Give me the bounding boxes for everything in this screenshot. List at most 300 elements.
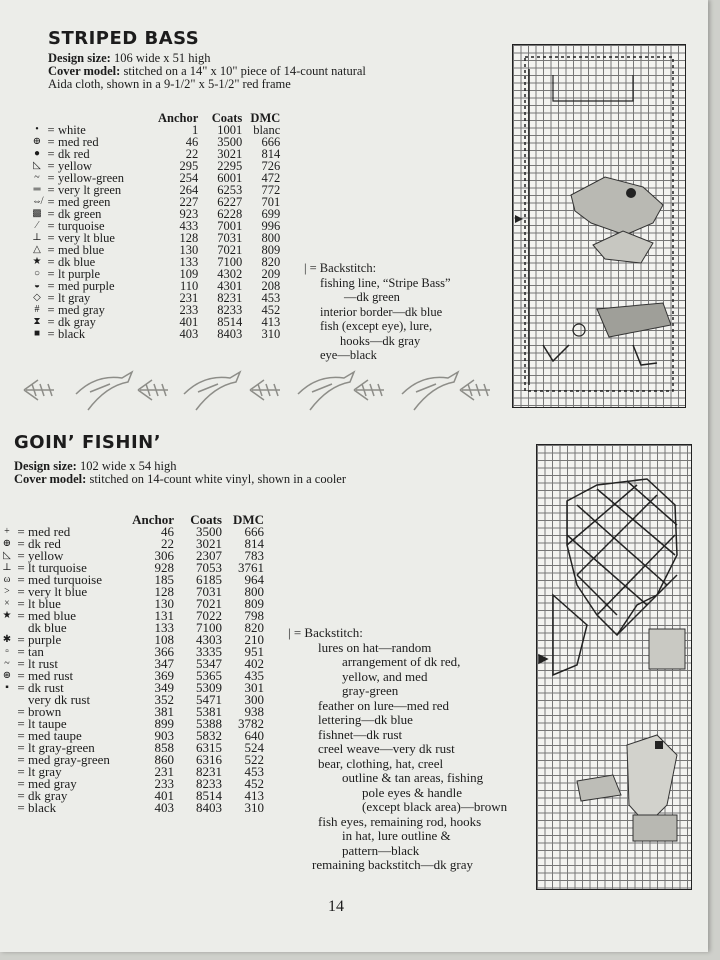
anchor-number: 401 xyxy=(154,788,174,803)
design-size-value: 102 wide x 54 high xyxy=(79,459,177,473)
dmc-number: 3761 xyxy=(238,560,264,575)
coats-number: 8233 xyxy=(196,776,222,791)
stitch-symbol: ◺ xyxy=(3,550,11,561)
equals-sign: = xyxy=(17,788,25,803)
anchor-number: 233 xyxy=(154,776,174,791)
dmc-number: 301 xyxy=(244,680,264,695)
coats-number: 7031 xyxy=(217,231,243,245)
dmc-number: 640 xyxy=(244,728,264,743)
backstitch-line: gray-green xyxy=(342,683,399,698)
equals-sign: = xyxy=(17,740,25,755)
stitch-symbol: ═ xyxy=(33,184,41,195)
coats-number: 6227 xyxy=(217,195,243,209)
coats-number: 2307 xyxy=(196,548,222,563)
dmc-number: 666 xyxy=(244,524,264,539)
coats-number: 3500 xyxy=(196,524,222,539)
stitch-symbol xyxy=(0,754,14,766)
color-name: dk red xyxy=(58,147,90,161)
coats-number: 7021 xyxy=(196,596,222,611)
coats-number: 8514 xyxy=(196,788,222,803)
stitch-symbol xyxy=(0,778,14,790)
color-name: med turquoise xyxy=(28,572,103,587)
stitch-symbol: ⊥ xyxy=(2,562,12,573)
equals-sign: = xyxy=(47,207,55,221)
striped-bass-design-size xyxy=(48,52,211,65)
backstitch-line: fishnet—dk rust xyxy=(318,726,403,742)
anchor-number: 130 xyxy=(179,243,199,257)
stitch-symbol: ▩ xyxy=(32,208,42,219)
anchor-number: 923 xyxy=(179,207,199,221)
color-name: lt turquoise xyxy=(28,560,87,575)
goin-fishin-chart-art xyxy=(537,445,691,889)
color-name: yellow-green xyxy=(58,171,124,185)
backstitch-line: —dk green xyxy=(344,290,400,304)
dmc-number: 820 xyxy=(261,255,281,269)
coats-number: 5832 xyxy=(196,728,222,743)
equals-sign: = xyxy=(47,267,55,281)
dmc-number: 472 xyxy=(261,171,281,185)
dmc-number: 522 xyxy=(244,752,264,767)
stitch-symbol: ⊥ xyxy=(32,232,42,243)
stitch-symbol: ◒ xyxy=(33,280,41,291)
striped-bass-color-key xyxy=(30,112,280,340)
stitch-symbol: ⊕ xyxy=(32,136,42,147)
stitch-symbol: ~ xyxy=(34,172,40,183)
stitch-symbol: ✱ xyxy=(2,634,12,645)
color-name: lt taupe xyxy=(28,716,67,731)
stitch-symbol xyxy=(0,706,14,718)
color-name: dk gray xyxy=(58,315,96,329)
goin-fishin-backstitch xyxy=(288,626,507,873)
coats-number: 3021 xyxy=(217,147,243,161)
color-name: yellow xyxy=(28,548,64,563)
coats-number: 7053 xyxy=(196,560,222,575)
backstitch-line: interior border—dk blue xyxy=(320,304,443,319)
coats-number: 8403 xyxy=(217,327,243,341)
coats-number: 5309 xyxy=(196,680,222,695)
anchor-number: 46 xyxy=(185,135,199,149)
equals-sign: = xyxy=(17,596,25,611)
coats-number: 6253 xyxy=(217,183,243,197)
col-dmc: DMC xyxy=(250,111,281,125)
cover-model-label: Cover model: xyxy=(48,64,121,78)
anchor-number: 366 xyxy=(154,644,174,659)
equals-sign: = xyxy=(47,147,55,161)
stitch-symbol: ★ xyxy=(32,256,42,267)
design-size-label: Design size: xyxy=(48,51,111,65)
dmc-number: 208 xyxy=(261,279,281,293)
dmc-number: 209 xyxy=(261,267,281,281)
anchor-number: 231 xyxy=(179,291,199,305)
dmc-number: blanc xyxy=(253,123,281,137)
page-number: 14 xyxy=(328,898,344,915)
coats-number: 5388 xyxy=(196,716,222,731)
dmc-number: 951 xyxy=(244,644,264,659)
backstitch-line: yellow, and med xyxy=(342,668,428,684)
anchor-number: 401 xyxy=(179,315,199,329)
backstitch-line: (except black area)—brown xyxy=(362,799,508,814)
backstitch-line: fish (except eye), lure, xyxy=(320,319,433,333)
coats-number: 8514 xyxy=(217,315,243,329)
equals-sign: = xyxy=(47,123,55,137)
cover-model-value-line2: Aida cloth, shown in a 9-1/2" x 5-1/2" red frame xyxy=(48,77,291,91)
coats-number: 5471 xyxy=(196,692,222,707)
color-name: turquoise xyxy=(58,219,105,233)
coats-number: 8231 xyxy=(196,764,222,779)
color-name: lt blue xyxy=(28,596,61,611)
dmc-number: 210 xyxy=(244,632,264,647)
dmc-number: 772 xyxy=(261,183,281,197)
equals-sign: = xyxy=(17,680,25,695)
design-size-label: Design size: xyxy=(14,459,77,473)
equals-sign: = xyxy=(17,572,25,587)
stitch-symbol xyxy=(0,742,14,754)
anchor-number: 110 xyxy=(179,279,199,293)
coats-number: 1001 xyxy=(217,123,243,137)
anchor-number: 185 xyxy=(154,572,174,587)
color-name: very lt blue xyxy=(58,231,115,245)
color-name: white xyxy=(58,123,86,137)
stitch-symbol: ● xyxy=(33,148,41,159)
dmc-number: 964 xyxy=(244,572,264,587)
coats-number: 6316 xyxy=(196,752,222,767)
equals-sign: = xyxy=(47,219,55,233)
anchor-number: 108 xyxy=(154,632,174,647)
col-anchor: Anchor xyxy=(158,111,199,125)
anchor-number: 352 xyxy=(154,692,174,707)
stitch-symbol: ω xyxy=(3,574,11,585)
equals-sign: = xyxy=(17,656,25,671)
equals-sign: = xyxy=(17,560,25,575)
dmc-number: 435 xyxy=(244,668,264,683)
color-name: yellow xyxy=(58,159,93,173)
dmc-number: 413 xyxy=(261,315,281,329)
dmc-number: 666 xyxy=(261,135,281,149)
equals-sign: = xyxy=(17,776,25,791)
stitch-symbol: ⊛ xyxy=(2,670,12,681)
striped-bass-chart xyxy=(512,44,686,408)
color-name: med gray xyxy=(58,303,105,317)
color-name: brown xyxy=(28,704,62,719)
anchor-number: 133 xyxy=(154,620,174,635)
anchor-number: 1 xyxy=(192,123,199,137)
color-name: purple xyxy=(28,632,62,647)
dmc-number: 814 xyxy=(261,147,281,161)
striped-bass-chart-art xyxy=(513,45,685,407)
fish-and-fly-border-illustration xyxy=(14,368,514,420)
coats-number: 5381 xyxy=(196,704,222,719)
col-dmc: DMC xyxy=(232,512,264,527)
coats-number: 8233 xyxy=(217,303,243,317)
stitch-symbol xyxy=(0,790,14,802)
stitch-symbol: > xyxy=(4,586,10,597)
goin-fishin-design-size xyxy=(14,460,177,473)
equals-sign: = xyxy=(47,231,55,245)
color-name: dk red xyxy=(28,536,61,551)
goin-fishin-color-key xyxy=(0,514,264,814)
equals-sign: = xyxy=(47,171,55,185)
coats-number: 6185 xyxy=(196,572,222,587)
coats-number: 3500 xyxy=(217,135,243,149)
col-anchor: Anchor xyxy=(132,512,174,527)
backstitch-line: in hat, lure outline & xyxy=(342,828,451,843)
backstitch-line: hooks—dk gray xyxy=(340,333,421,348)
color-name: very lt blue xyxy=(28,584,88,599)
dmc-number: 809 xyxy=(244,596,264,611)
striped-bass-backstitch xyxy=(304,261,451,363)
dmc-number: 699 xyxy=(261,207,281,221)
dmc-number: 820 xyxy=(244,620,264,635)
dmc-number: 798 xyxy=(244,608,264,623)
equals-sign: = xyxy=(17,752,25,767)
backstitch-line: remaining backstitch—dk gray xyxy=(312,857,474,872)
color-name: med purple xyxy=(58,279,115,293)
color-name: lt purple xyxy=(58,267,101,281)
backstitch-line: | = Backstitch: xyxy=(304,261,377,275)
equals-sign: = xyxy=(47,315,55,329)
coats-number: 7001 xyxy=(217,219,243,233)
coats-number: 3335 xyxy=(196,644,222,659)
backstitch-line: bear, clothing, hat, creel xyxy=(318,755,444,771)
anchor-number: 233 xyxy=(179,303,199,317)
equals-sign: = xyxy=(47,243,55,257)
anchor-number: 231 xyxy=(154,764,174,779)
stitch-symbol: ★ xyxy=(2,610,12,621)
anchor-number: 22 xyxy=(185,147,199,161)
backstitch-line: feather on lure—med red xyxy=(318,697,450,713)
coats-number: 7031 xyxy=(196,584,222,599)
anchor-number: 130 xyxy=(154,596,174,611)
anchor-number: 306 xyxy=(154,548,174,563)
dmc-number: 310 xyxy=(261,327,281,341)
color-name: lt gray xyxy=(58,291,91,305)
stitch-symbol: ⧗ xyxy=(33,316,41,327)
color-name: med taupe xyxy=(28,728,82,743)
dmc-number: 726 xyxy=(261,159,281,173)
equals-sign: = xyxy=(47,279,55,293)
coats-number: 4302 xyxy=(217,267,243,281)
color-name: med blue xyxy=(28,608,77,623)
anchor-number: 403 xyxy=(154,800,174,815)
anchor-number: 381 xyxy=(154,704,174,719)
anchor-number: 133 xyxy=(179,255,199,269)
anchor-number: 254 xyxy=(179,171,199,185)
col-coats: Coats xyxy=(190,512,222,527)
stitch-symbol xyxy=(0,718,14,730)
equals-sign: = xyxy=(47,255,55,269)
backstitch-line: eye—black xyxy=(320,348,377,362)
stitch-symbol: ▪ xyxy=(5,682,9,693)
equals-sign: = xyxy=(17,608,25,623)
stitch-symbol xyxy=(0,766,14,778)
anchor-number: 128 xyxy=(179,231,199,245)
stitch-symbol: ◺ xyxy=(33,160,41,171)
color-name: med gray xyxy=(28,776,77,791)
striped-bass-cover-model xyxy=(48,65,366,78)
coats-number: 7100 xyxy=(217,255,243,269)
stitch-symbol xyxy=(0,622,14,634)
color-name: dk rust xyxy=(28,680,64,695)
equals-sign: = xyxy=(47,195,55,209)
equals-sign: = xyxy=(17,584,25,599)
dmc-number: 701 xyxy=(261,195,281,209)
dmc-number: 783 xyxy=(244,548,264,563)
stitch-symbol: # xyxy=(34,304,40,315)
color-name: black xyxy=(28,800,57,815)
color-name: med rust xyxy=(28,668,74,683)
coats-number: 2295 xyxy=(217,159,243,173)
dmc-number: 453 xyxy=(244,764,264,779)
anchor-number: 227 xyxy=(179,195,199,209)
anchor-number: 403 xyxy=(179,327,199,341)
equals-sign: = xyxy=(47,291,55,305)
anchor-number: 128 xyxy=(154,584,174,599)
anchor-number: 264 xyxy=(179,183,199,197)
stitch-symbol xyxy=(0,730,14,742)
stitch-symbol: • xyxy=(35,124,39,135)
backstitch-line: pole eyes & handle xyxy=(362,784,462,800)
backstitch-line: fishing line, “Stripe Bass” xyxy=(320,275,451,290)
goin-fishin-title: GOIN’ FISHIN’ xyxy=(14,432,162,453)
equals-sign: = xyxy=(47,327,55,341)
coats-number: 5365 xyxy=(196,668,222,683)
dmc-number: 310 xyxy=(244,800,264,815)
dmc-number: 3782 xyxy=(238,716,264,731)
backstitch-line: lettering—dk blue xyxy=(318,712,413,727)
stitch-symbol: ⁄ xyxy=(36,220,38,231)
anchor-number: 433 xyxy=(179,219,199,233)
color-name: med red xyxy=(58,135,99,149)
dmc-number: 452 xyxy=(261,303,281,317)
coats-number: 4303 xyxy=(196,632,222,647)
stitch-symbol xyxy=(0,802,14,814)
coats-number: 7022 xyxy=(196,608,222,623)
equals-sign: = xyxy=(47,303,55,317)
stitch-symbol: + xyxy=(4,526,10,537)
dmc-number: 402 xyxy=(244,656,264,671)
cover-model-label: Cover model: xyxy=(14,472,87,486)
equals-sign: = xyxy=(17,524,25,539)
backstitch-line: lures on hat—random xyxy=(318,639,432,655)
coats-number: 8403 xyxy=(196,800,222,815)
anchor-number: 858 xyxy=(154,740,174,755)
goin-fishin-cover-model xyxy=(14,473,346,486)
dmc-number: 800 xyxy=(261,231,281,245)
color-name: lt rust xyxy=(28,656,58,671)
equals-sign: = xyxy=(17,800,25,815)
color-key-row xyxy=(30,328,280,340)
color-name: lt gray-green xyxy=(28,740,95,755)
color-key-row xyxy=(0,802,264,814)
coats-number: 7100 xyxy=(196,620,222,635)
backstitch-line: pattern—black xyxy=(342,842,420,858)
equals-sign: = xyxy=(47,183,55,197)
equals-sign: = xyxy=(17,704,25,719)
dmc-number: 809 xyxy=(261,243,281,257)
dmc-number: 814 xyxy=(244,536,264,551)
dmc-number: 938 xyxy=(244,704,264,719)
dmc-number: 452 xyxy=(244,776,264,791)
color-name: very lt green xyxy=(58,183,122,197)
cover-model-value: stitched on a 14" x 10" piece of 14-count natural xyxy=(123,64,366,78)
coats-number: 4301 xyxy=(217,279,243,293)
backstitch-line: arrangement of dk red, xyxy=(342,654,461,669)
equals-sign: = xyxy=(17,728,25,743)
stitch-symbol: ⊕ xyxy=(2,538,12,549)
equals-sign: = xyxy=(47,159,55,173)
color-name: med blue xyxy=(58,243,105,257)
color-name: dk blue xyxy=(28,620,67,635)
anchor-number: 903 xyxy=(154,728,174,743)
dmc-number: 413 xyxy=(244,788,264,803)
dmc-number: 300 xyxy=(244,692,264,707)
anchor-number: 46 xyxy=(161,524,174,539)
color-name: tan xyxy=(28,644,44,659)
coats-number: 6228 xyxy=(217,207,243,221)
color-name: dk green xyxy=(58,207,102,221)
anchor-number: 22 xyxy=(161,536,174,551)
backstitch-line: creel weave—very dk rust xyxy=(318,741,455,756)
equals-sign: = xyxy=(47,135,55,149)
coats-number: 6001 xyxy=(217,171,243,185)
color-name: med gray-green xyxy=(28,752,110,767)
anchor-number: 899 xyxy=(154,716,174,731)
stitch-symbol: ⇎ xyxy=(32,196,42,207)
color-name: lt gray xyxy=(28,764,62,779)
stitch-symbol: ▫ xyxy=(5,646,9,657)
stitch-symbol: × xyxy=(4,598,10,609)
stitch-symbol: ◇ xyxy=(33,292,41,303)
anchor-number: 131 xyxy=(154,608,174,623)
backstitch-line: fish eyes, remaining rod, hooks xyxy=(318,813,482,829)
striped-bass-title: STRIPED BASS xyxy=(48,28,200,49)
equals-sign: = xyxy=(17,764,25,779)
stitch-symbol: ~ xyxy=(4,658,10,669)
anchor-number: 860 xyxy=(154,752,174,767)
coats-number: 5347 xyxy=(196,656,222,671)
equals-sign: = xyxy=(17,548,25,563)
coats-number: 3021 xyxy=(196,536,222,551)
color-name: dk blue xyxy=(58,255,96,269)
dmc-number: 524 xyxy=(244,740,264,755)
design-size-value: 106 wide x 51 high xyxy=(113,51,211,65)
anchor-number: 347 xyxy=(154,656,174,671)
color-name: black xyxy=(58,327,86,341)
stitch-symbol: △ xyxy=(33,244,41,255)
equals-sign: = xyxy=(17,716,25,731)
color-name: med green xyxy=(58,195,111,209)
anchor-number: 109 xyxy=(179,267,199,281)
color-name: dk gray xyxy=(28,788,68,803)
equals-sign: = xyxy=(17,536,25,551)
stitch-symbol: ■ xyxy=(33,328,41,339)
anchor-number: 928 xyxy=(154,560,174,575)
col-coats: Coats xyxy=(211,111,243,125)
stitch-symbol xyxy=(0,694,14,706)
dmc-number: 800 xyxy=(244,584,264,599)
color-name: med red xyxy=(28,524,71,539)
backstitch-line: outline & tan areas, fishing xyxy=(342,770,484,785)
coats-number: 6315 xyxy=(196,740,222,755)
coats-number: 7021 xyxy=(217,243,243,257)
equals-sign: = xyxy=(17,668,25,683)
stitch-symbol: ○ xyxy=(33,268,41,279)
color-name: very dk rust xyxy=(28,692,91,707)
dmc-number: 453 xyxy=(261,291,281,305)
goin-fishin-chart xyxy=(536,444,692,890)
equals-sign: = xyxy=(17,632,25,647)
equals-sign: = xyxy=(17,644,25,659)
